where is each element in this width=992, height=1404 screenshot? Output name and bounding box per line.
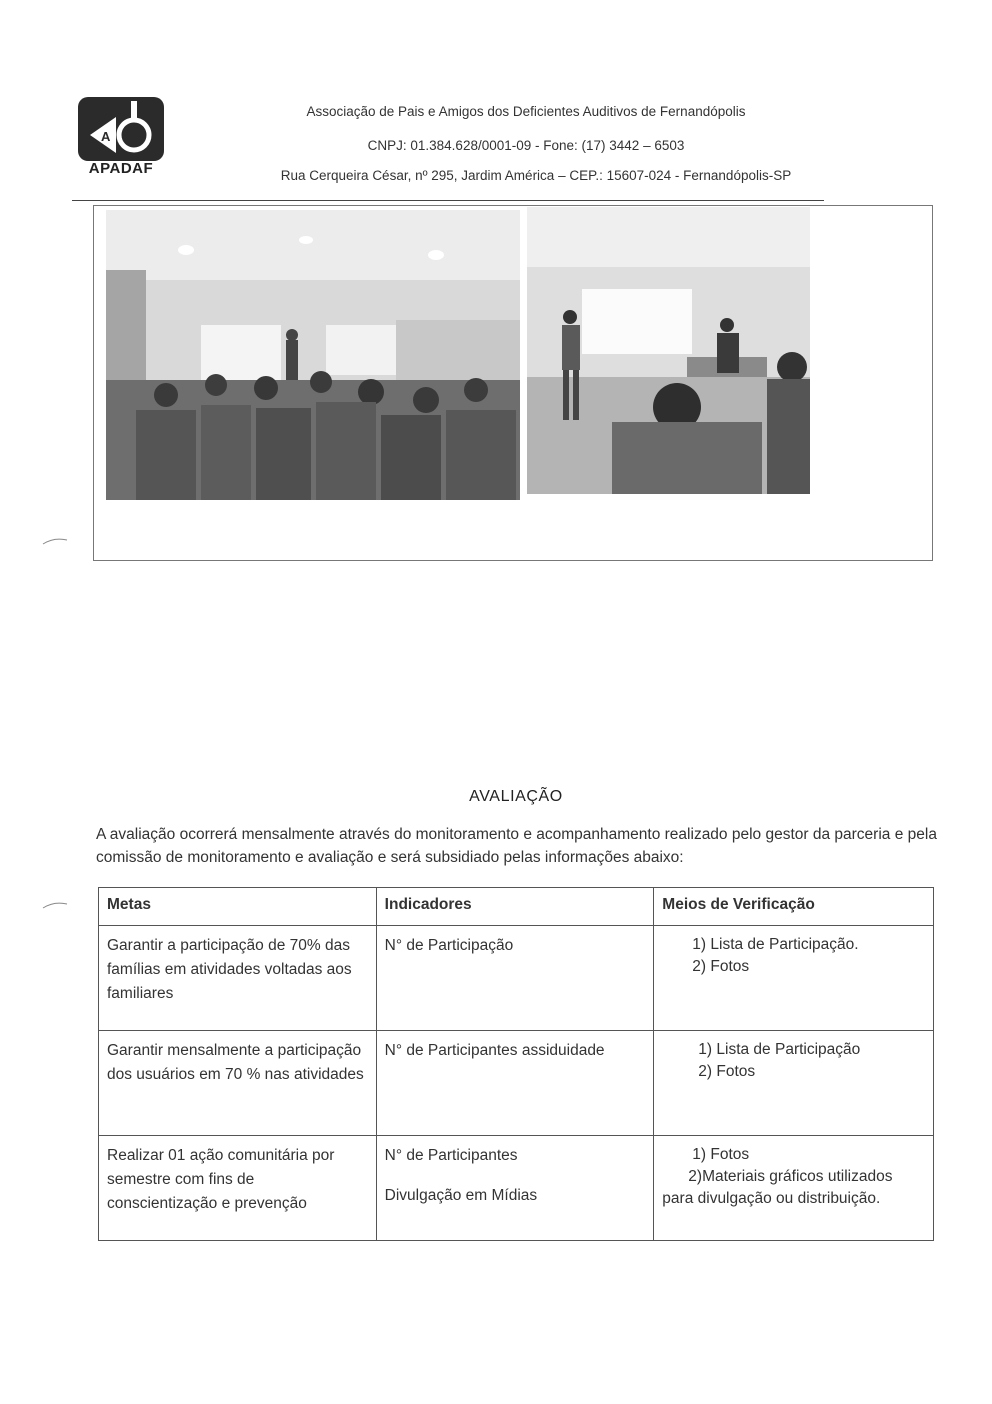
- verification-item: 1) Fotos: [692, 1146, 750, 1163]
- classroom-photo-audience: [106, 210, 520, 500]
- column-header: Meios de Verificação: [654, 888, 934, 926]
- table-row: [99, 1031, 934, 1136]
- meta-cell: Garantir mensalmente a participação dos usuários em 70 % nas atividades: [99, 1031, 377, 1136]
- contact-line: CNPJ: 01.384.628/0001-09 - Fone: (17) 3442 – 6503: [367, 138, 685, 153]
- verification-item: 2) Fotos: [692, 958, 750, 975]
- scan-margin-mark: [42, 901, 68, 909]
- indicator-cell: [376, 926, 654, 1031]
- scan-margin-mark: [42, 537, 68, 545]
- indicator-text: Divulgação em Mídias: [384, 1187, 538, 1204]
- indicator-text: N° de Participantes assiduidade: [384, 1042, 605, 1059]
- org-name: Associação de Pais e Amigos dos Deficientes Auditivos de Fernandópolis: [306, 104, 746, 119]
- verification-item: 2)Materiais gráficos utilizados para divulgação ou distribuição.: [662, 1168, 893, 1207]
- verification-cell: [654, 1136, 934, 1241]
- verification-item: 2) Fotos: [698, 1063, 756, 1080]
- intro-paragraph: A avaliação ocorrerá mensalmente através do monitoramento e acompanhamento realizado pelo gestor da parceria e pela comissão de monitoramento e avaliação e será subsidiado pelas informações abaixo:: [96, 826, 937, 866]
- table-row: [99, 1136, 934, 1241]
- column-header: Metas: [99, 888, 377, 926]
- svg-text:A: A: [101, 129, 111, 144]
- meta-cell: Garantir a participação de 70% das famílias em atividades voltadas aos familiares: [99, 926, 377, 1031]
- indicator-cell: [376, 1031, 654, 1136]
- address-line: Rua Cerqueira César, nº 295, Jardim América – CEP.: 15607-024 - Fernandópolis-SP: [280, 168, 792, 183]
- verification-item: 1) Lista de Participação: [698, 1041, 861, 1058]
- verification-cell: [654, 926, 934, 1031]
- column-header: Indicadores: [376, 888, 654, 926]
- header-divider: [72, 200, 824, 201]
- verification-cell: [654, 1031, 934, 1136]
- logo-text: APADAF: [88, 160, 154, 177]
- meta-cell: Realizar 01 ação comunitária por semestre com fins de conscientização e prevenção: [99, 1136, 377, 1241]
- indicator-text: N° de Participantes: [384, 1147, 518, 1164]
- evaluation-table: [98, 887, 934, 1241]
- section-title: AVALIAÇÃO: [469, 788, 563, 805]
- indicator-text: N° de Participação: [384, 937, 514, 954]
- table-header-row: [99, 888, 934, 926]
- table-row: [99, 926, 934, 1031]
- indicator-cell: [376, 1136, 654, 1241]
- verification-item: 1) Lista de Participação.: [692, 936, 859, 953]
- classroom-photo-presenters: [527, 207, 810, 494]
